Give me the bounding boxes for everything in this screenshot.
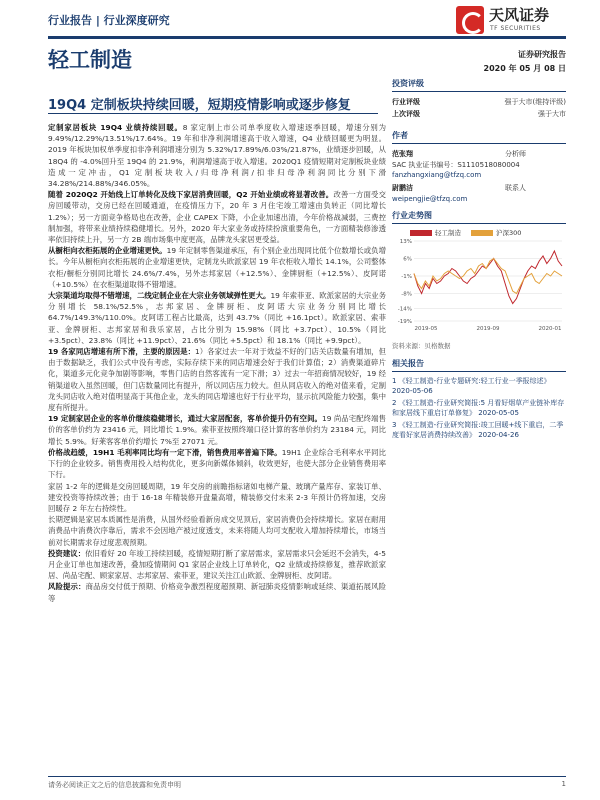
- y-tick-label: 6%: [403, 256, 412, 263]
- author-title: 作者: [392, 130, 566, 144]
- author-cert: SAC 执业证书编号：S1110518080004: [392, 161, 520, 169]
- y-tick-label: 13%: [399, 239, 412, 245]
- body-paragraph: [48, 514, 386, 548]
- author-email[interactable]: weipengjie@tfzq.com: [392, 195, 468, 203]
- industry-rating-row: [392, 96, 566, 108]
- paragraph-text: 1）各家过去一年对于效益不好的门店关店数量有增加，但由于数据缺乏，我们公式中没有考虑，实际存续下来的同店增速会好于我们计算值；2）消费渠道碎片化，渠道多元化竞争加剧等影响，零售门店的自然客流有一定下滑；3）过去一年招商情况较好，19 经销渠道收入虽然回暖，但门店数量同比有提升，所以同店压力较大。但从同店收入的绝对值来看，定制龙头同店收入绝对值明显高于其他企业，龙头的同店增速也好于行业平均，显示抗风险能力较强，集中度有所提升。: [48, 347, 386, 413]
- logo-en: TF SECURITIES: [490, 25, 541, 32]
- author-entry: [392, 148, 566, 180]
- chart-title: 行业走势图: [392, 210, 566, 224]
- paragraph-text: 依旧看好 20 年竣工持续回暖，疫情短期打断了家居需求，家居需求只会延迟不会消失，4-5 月企业订单也加速改善，叠加疫情期间 Q1 家居企业线上订单转化，Q2 业绩或持续修复，推荐欧派家居、尚品宅配、顾家家居、志邦家居、索菲亚，建议关注江山欧派、金牌厨柜、皮阿诺。: [48, 548, 386, 581]
- related-title: 相关报告: [392, 358, 566, 372]
- chart-source: 资料来源：贝格数据: [392, 342, 451, 350]
- legend-label: 轻工制造: [435, 229, 461, 237]
- report-org: 证券研究报告: [518, 50, 566, 59]
- body-paragraph: [48, 581, 386, 603]
- body-paragraph: [48, 245, 386, 290]
- paragraph-text: 19H1 企业综合毛利率水平同比下行的企业较多。销售费用投入结构优化，更多向新媒体倾斜，收效更好，也使大部分企业销售费用率下行。: [48, 447, 386, 480]
- body-paragraph: [48, 481, 386, 515]
- author-list: [392, 148, 566, 204]
- x-tick-label: 2019-09: [476, 326, 500, 332]
- x-tick-label: 2019-05: [414, 326, 438, 332]
- author-role: 分析师: [505, 150, 526, 158]
- paragraph-lead: 价格战趋缓，19H1 毛利率同比均有一定下滑，销售费用率普遍下降。: [48, 447, 282, 457]
- legend-item: [410, 228, 461, 237]
- logo-cn: 天风证券: [489, 6, 550, 24]
- paragraph-text: 8 家定制上市公司单季度收入增速逐季回暖，增速分别为 9.49%/12.29%/13.51%/17.64%。19 年和非净利润增速高于收入增速，Q4 业绩回暖更为明显。2019 年板块加权单季度扣非净利润增速分别为 5.32%/17.89%/6.03%/21.87%，业绩逐步回暖，从 18Q4 的 -4.0%回升至 19Q4 的 21.9%，利润增速高于收入增速。2020Q1 疫情短期对定制板块业绩造成一定冲击，Q1 定制板块收入/归母净利润/扣非归母净利润同比分别下滑 34.28%/214.88%/346.05%。: [48, 123, 386, 189]
- prev-rating-row: [392, 108, 566, 120]
- footer-divider: [48, 776, 566, 777]
- body-paragraph: [48, 290, 386, 346]
- author-name: 范张翔: [392, 150, 413, 158]
- paragraph-lead: 19 定制家居企业的客单价继续稳健增长，通过大家居配套，客单价提升仍有空间。: [48, 414, 323, 424]
- paragraph-text: 19 年索菲亚、欧派家居的大宗业务分别增长 58.1%/52.5%，志邦家居、金牌厨柜、皮阿诺大宗业务分别同比增长 64.7%/149.3%/110.0%。皮阿诺工程占比最高，达到 43.7%（同比 +16.1pct）。欧派家居、索菲亚、金牌厨柜、志邦家居和我乐家居，占比分别为 15.98%（同比 +3.7pct）、10.5%（同比 +3.5pct）、23.8%（同比 +11.9pct）、21.6%（同比 +5.5pct）和 18.1%（同比 +9.9pct）。: [48, 291, 386, 345]
- legend-swatch: [410, 230, 432, 236]
- paragraph-text: 长期逻辑是家居本质属性是消费，从国外经验看新房成交见顶后，家居消费仍会持续增长。家居在耐用消费品中消费次序靠后，需求不会因地产被过度透支，未来将随人均可支配收入增加持续增长，市场当前对长期需求存过度悲观预期。: [48, 515, 386, 547]
- author-role: 联系人: [505, 184, 526, 192]
- page-title: 轻工制造: [48, 48, 132, 72]
- report-meta: [484, 48, 566, 76]
- paragraph-text: 19 尚品宅配终端售价的客单价约为 23416 元，同比增长 1.9%。索菲亚按照终端口径计算的客单价约为 23184 元，同比增长 5.9%。好莱客客单价约增长 7%至 27071 元。: [48, 414, 386, 446]
- body-paragraph: [48, 189, 386, 245]
- paragraph-text: 家居 1-2 年的逻辑是交房回暖周期，19 年交房的前瞻指标诸如电梯产量、玻璃产量库存、家装订单、建安投资等持续改善；由于 16-18 年精装修开盘量高增，精装修交付未来 2-3 年预计仍将加速，交房回暖存 2 年左右持续性。: [48, 481, 386, 513]
- logo-icon: [456, 6, 484, 34]
- invest-rating-title: 投资评级: [392, 78, 566, 92]
- rating-value: 强于大市(维持评级): [504, 98, 566, 106]
- related-list: [392, 376, 566, 440]
- report-subtitle: 19Q4 定制板块持续回暖，短期疫情影响或逐步修复: [48, 98, 351, 113]
- report-type: 行业报告 | 行业深度研究: [48, 14, 170, 27]
- body-paragraph: [48, 548, 386, 582]
- paragraph-text: 改善一方面受交房回暖带动，交房已经在回暖通道，在疫情压力下，20 年 3 月住宅竣工增速由负转正（同比增长 1.2%）；另一方面竞争格局也在改善，企业 CAPEX 下降，小企业加速出清，今年价格战减弱，三费控制加强，将带来业绩持续稳健增长。另外，2020 年大家业务或持续扮演重要角色，一方面精装修渗透率依旧持续上升，另一方 2B 端市场集中度更高，品牌龙头家居更受益。: [48, 190, 386, 245]
- paragraph-lead: 随着 2020Q2 开始线上订单转化及线下家居消费回暖，Q2 开始业绩或将显著改善。: [48, 190, 334, 200]
- paragraph-text: 商品房交付低于预期、价格竞争激烈程度超预期、新冠肺炎疫情影响或延续、渠道拓展风险等: [48, 582, 386, 603]
- paragraph-lead: 从橱柜向衣柜拓展的企业增速更快。: [48, 246, 167, 256]
- trend-chart: [392, 210, 566, 350]
- paragraph-lead: 大宗渠道均取得不错增速，二线定制企业在大宗业务领域弹性更大。: [48, 291, 271, 301]
- prev-rating-value: 强于大市: [538, 110, 566, 118]
- report-date: 2020 年 05 月 08 日: [483, 64, 566, 73]
- paragraph-lead: 投资建议：: [48, 548, 86, 558]
- body-paragraph: [48, 346, 386, 413]
- company-logo: [456, 4, 566, 38]
- y-tick-label: -19%: [397, 319, 412, 325]
- series-line: [414, 251, 562, 304]
- subtitle-divider: [48, 113, 378, 114]
- author-entry: [392, 182, 566, 204]
- main-body: [48, 122, 386, 604]
- prev-rating-label: 上次评级: [392, 110, 420, 118]
- rating-label: 行业评级: [392, 98, 420, 106]
- legend-label: 沪深300: [496, 229, 522, 237]
- author-email[interactable]: fanzhangxiang@tfzq.com: [392, 171, 482, 179]
- footer: [48, 780, 566, 790]
- author-name: 尉鹏洁: [392, 184, 413, 192]
- y-tick-label: -1%: [401, 274, 412, 280]
- paragraph-lead: 定制家居板块 19Q4 业绩持续回暖。: [48, 123, 183, 132]
- page-number: 1: [561, 780, 566, 788]
- body-paragraph: [48, 122, 386, 189]
- y-tick-label: -8%: [401, 291, 412, 298]
- legend-item: [471, 228, 521, 237]
- related-report-link[interactable]: 1 《轻工制造-行业专题研究:轻工行业一季报综述》 2020-05-06: [392, 377, 551, 395]
- legend-swatch: [471, 230, 493, 236]
- header-divider: [48, 36, 566, 39]
- body-paragraph: [48, 447, 386, 481]
- body-paragraph: [48, 413, 386, 447]
- related-report-link[interactable]: 3 《轻工制造-行业研究简报:竣工回暖+线下重启，二季度看好家居消费持续改善》 2020-04-26: [392, 421, 564, 439]
- sidebar: [392, 78, 566, 442]
- x-tick-label: 2020-01: [538, 326, 562, 332]
- paragraph-lead: 风险提示：: [48, 582, 86, 592]
- footer-disclaimer: 请务必阅读正文之后的信息披露和免责申明: [48, 781, 181, 789]
- y-tick-label: -14%: [397, 306, 412, 313]
- chart-svg: [392, 237, 566, 337]
- paragraph-lead: 19 各家同店增速有所下滑，主要的原因是：: [48, 347, 196, 357]
- chart-legend: [410, 228, 566, 237]
- related-report-link[interactable]: 2 《轻工制造-行业研究简报:5 月看好烟草产业链补库存和家居线下重启订单修复》 2020-05-05: [392, 399, 565, 417]
- paragraph-text: 19 年定制零售渠道承压，有个别企业出现同比低个位数增长或负增长。今年从橱柜向衣柜拓展的企业增速更快，定制龙头欧派家居 19 年衣柜收入增长 14.1%，公司整体衣柜/橱柜分别同比增长 24.6%/7.4%，另外志邦家居（+12.5%）、金牌厨柜（+12.5%）、皮阿诺（+10.5%）在衣柜渠道取得不错增速。: [48, 246, 386, 289]
